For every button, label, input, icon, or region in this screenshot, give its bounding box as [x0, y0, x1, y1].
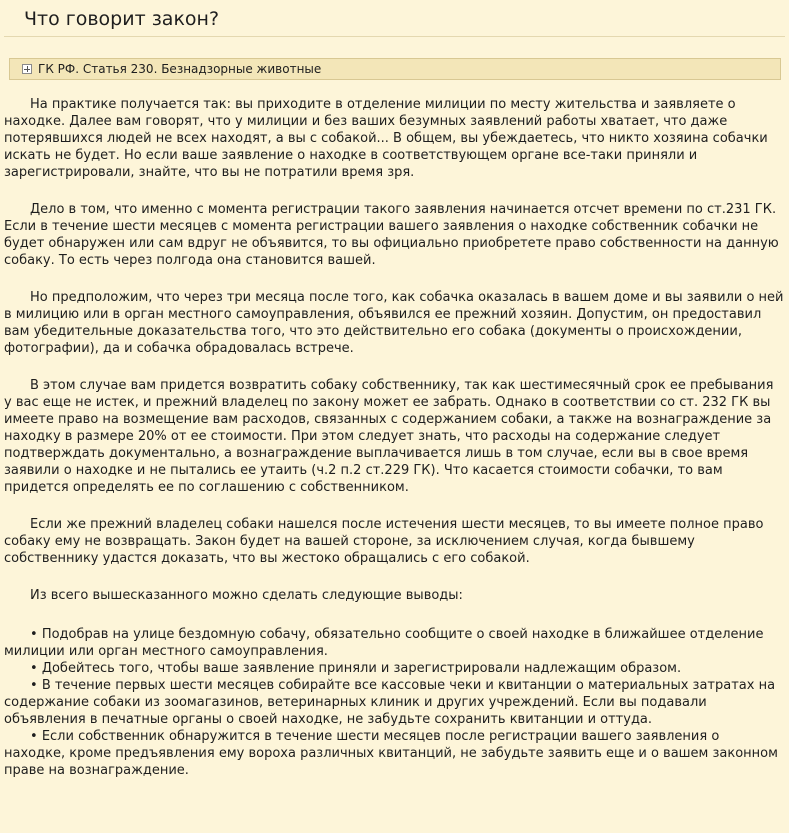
conclusion-intro: Из всего вышесказанного можно сделать следующие выводы: [30, 588, 463, 603]
page-title: Что говорит закон? [24, 8, 220, 30]
list-item: • Подобрав на улице бездомную собачу, обязательно сообщите о своей находке в ближайшее отделение милиции или орган местного самоуправления. [4, 626, 784, 660]
paragraph: Дело в том, что именно с момента регистрации такого заявления начинается отсчет времени по ст.231 ГК. Если в течение шести месяцев с момента регистрации вашего заявления о находке собственник собачки не будет обнаружен или сам вдруг не объявится, то вы официально приобретете право собственности на данную собаку. То есть через полгода она становится вашей. [4, 202, 779, 268]
paragraph: На практике получается так: вы приходите в отделение милиции по месту жительства и заявляете о находке. Далее вам говорят, что у милиции и без ваших безумных заявлений работы хватает, что даже потерявшихся людей не всех находят, а вы с собакой... В общем, вы убеждаетесь, что никто хозяина собачки искать не будет. Но если ваше заявление о находке в соответствующем органе все-таки приняли и зарегистрировали, знайте, что вы не потратили время зря. [4, 97, 768, 180]
paragraph: Но предположим, что через три месяца после того, как собачка оказалась в вашем доме и вы заявили о ней в милицию или в орган местного самоуправления, объявился ее прежний хозяин. Допустим, он предоставил вам убедительные доказательства того, что это действительно его собака (документы о происхождении, фотографии), да и собачка обрадовалась встрече. [4, 290, 784, 356]
article-body [4, 96, 784, 779]
list-item: • Добейтесь того, чтобы ваше заявление приняли и зарегистрировали надлежащим образом. [4, 660, 784, 677]
title-divider [4, 36, 785, 37]
list-item: • В течение первых шести месяцев собирайте все кассовые чеки и квитанции о материальных затратах на содержание собаки из зоомагазинов, ветеринарных клиник и других учреждений. Если вы подавали объявления в печатные органы о своей находке, не забудьте сохранить квитанции и оттуда. [4, 677, 784, 728]
spoiler-header[interactable] [9, 58, 781, 80]
conclusion-list [4, 626, 784, 779]
expand-plus-icon[interactable] [22, 64, 32, 74]
spoiler-label[interactable]: ГК РФ. Статья 230. Безнадзорные животные [38, 62, 322, 76]
paragraph: Если же прежний владелец собаки нашелся после истечения шести месяцев, то вы имеете полное право собаку ему не возвращать. Закон будет на вашей стороне, за исключением случая, когда бывшему собственнику удастся доказать, что вы жестоко обращались с его собакой. [4, 517, 764, 566]
list-item: • Если собственник обнаружится в течение шести месяцев после регистрации вашего заявления о находке, кроме предъявления ему вороха различных квитанций, не забудьте заявить еще и о вашем законном праве на вознаграждение. [4, 728, 784, 779]
paragraph: В этом случае вам придется возвратить собаку собственнику, так как шестимесячный срок ее пребывания у вас еще не истек, и прежний владелец по закону может ее забрать. Однако в соответствии со ст. 232 ГК вы имеете право на возмещение вам расходов, связанных с содержанием собаки, а также на вознаграждение за находку в размере 20% от ее стоимости. При этом следует знать, что расходы на содержание следует подтверждать документально, а вознаграждение выплачивается лишь в том случае, если вы в свое время заявили о находке и не пытались ее утаить (ч.2 п.2 ст.229 ГК). Что касается стоимости собачки, то вам придется определять ее по соглашению с собственником. [4, 378, 774, 495]
